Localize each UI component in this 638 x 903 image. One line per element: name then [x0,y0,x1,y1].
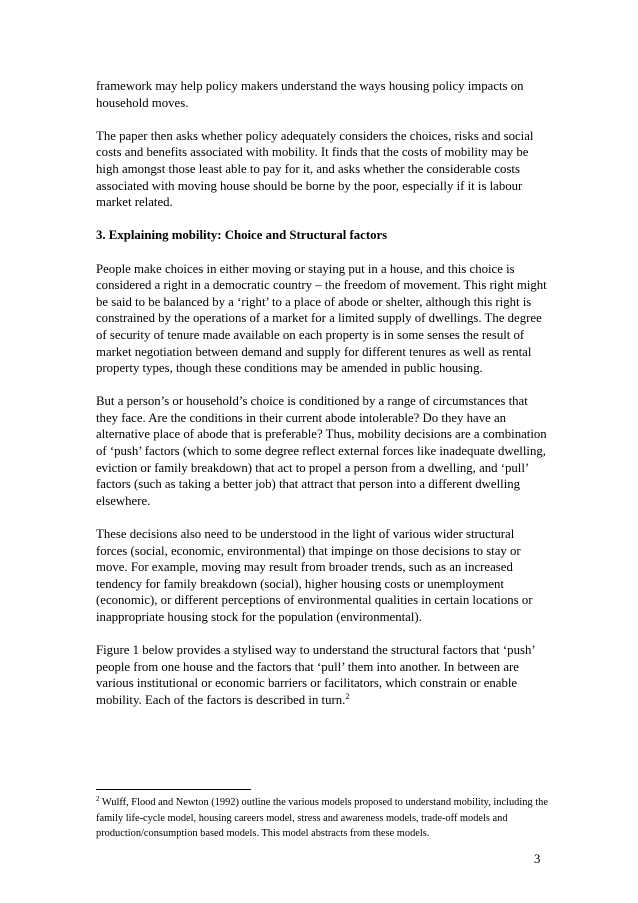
page-number: 3 [534,852,541,866]
footnote-text: Wulff, Flood and Newton (1992) outline the various models proposed to understand mobility, including the family life-cycle model, housing careers model, stress and awareness models, trade-off models and production/consumption based models. This model abstracts from these models. [96,797,548,840]
paragraph-push-pull: But a person’s or household’s choice is conditioned by a range of circumstances that they face. Are the conditions in their current abode intolerable? Do they have an alternative place of abode that is preferable? Thus, mobility decisions are a combination of ‘push’ factors (which to some degree reflect external forces like inadequate dwelling, eviction or family breakdown) that act to propel a person from a dwelling, and ‘pull’ factors (such as taking a better job) that attract that person into a different dwelling elsewhere. [96,394,547,508]
paragraph-figure-intro-text: Figure 1 below provides a stylised way to understand the structural factors that ‘push’ people from one house and the factors that ‘pull’ them into another. In between are various institutional or economic barriers or facilitators, which constrain or enable mobility. Each of the factors is described in turn. [96,643,535,707]
footnote [96,795,548,842]
paragraph-intro-continued: framework may help policy makers understand the ways housing policy impacts on household moves. [96,79,524,110]
paragraph-choice: People make choices in either moving or staying put in a house, and this choice is considered a right in a democratic country – the freedom of movement. This right might be said to be balanced by a ‘right’ to a place of abode or shelter, although this right is constrained by the operations of a market for a limited supply of dwellings. The degree of security of tenure made available on each property is in some senses the result of market negotiation between demand and supply for different tenures as well as rental property types, though these conditions may be amended in public housing. [96,261,547,376]
section-heading: 3. Explaining mobility: Choice and Structural factors [96,228,388,243]
paragraph-figure-intro [96,642,548,708]
paragraph-policy-question: The paper then asks whether policy adequately considers the choices, risks and social costs and benefits associated with mobility. It finds that the costs of mobility may be high amongst those least able to pay for it, and asks whether the considerable costs associated with moving house should be borne by the poor, especially if it is labour market related. [96,128,534,210]
footnote-separator [96,789,251,790]
paragraph-structural-forces: These decisions also need to be understood in the light of various wider structural forces (social, economic, environmental) that impinge on those decisions to stay or move. For example, moving may result from broader trends, such as an increased tendency for family breakdown (social), higher housing costs or unemployment (economic), or different perceptions of environmental qualities in certain locations or inappropriate housing stock for the population (environmental). [96,527,533,624]
body-text [96,78,548,725]
footnote-reference: 2 [345,691,350,701]
footnote-marker: 2 [96,795,100,803]
